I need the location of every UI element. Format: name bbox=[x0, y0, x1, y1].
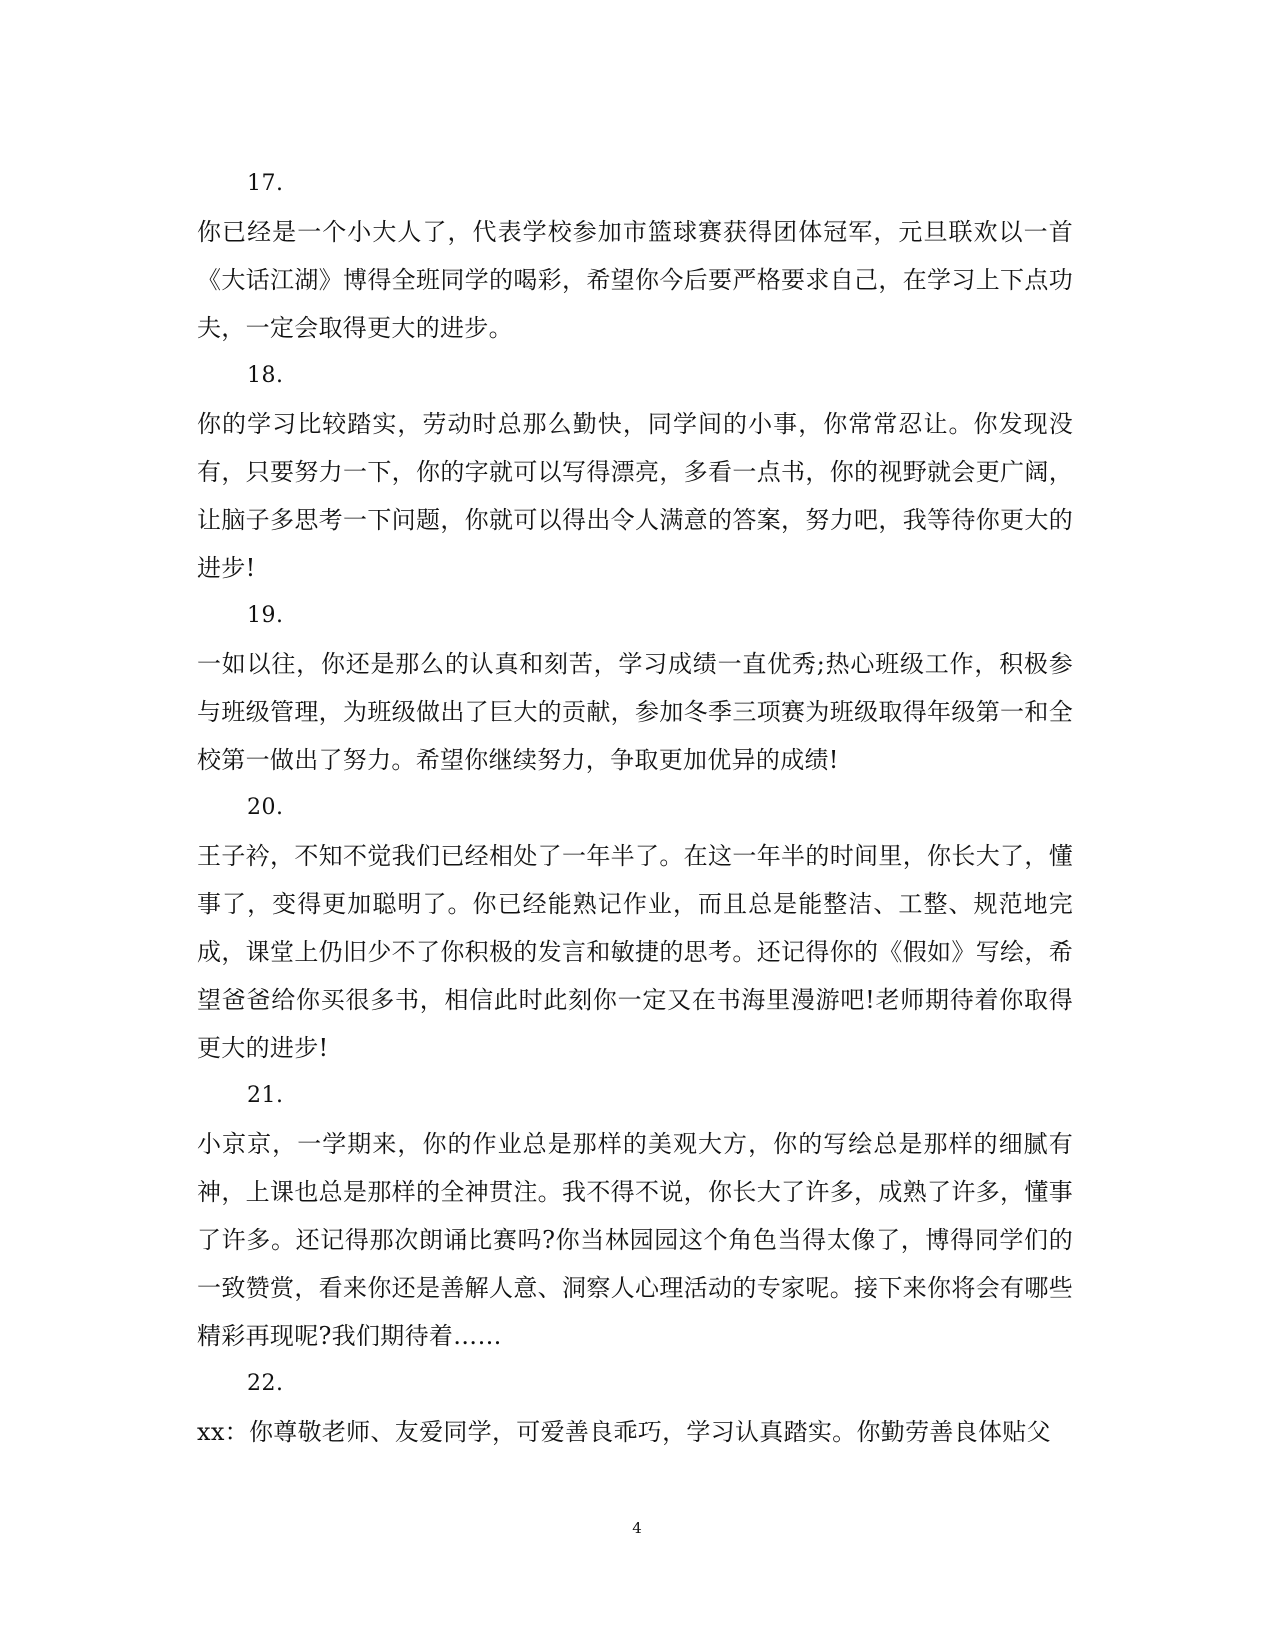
page-number: 4 bbox=[632, 1519, 642, 1537]
comment-entry-18 bbox=[197, 352, 1073, 592]
comment-entry-20 bbox=[197, 784, 1073, 1072]
entry-text: xx：你尊敬老师、友爱同学，可爱善良乖巧，学习认真踏实。你勤劳善良体贴父 bbox=[197, 1418, 1051, 1446]
entry-number: 20. bbox=[247, 795, 284, 820]
comment-entry-17 bbox=[197, 160, 1073, 352]
entry-text: 一如以往，你还是那么的认真和刻苦，学习成绩一直优秀;热心班级工作，积极参与班级管理，为班级做出了巨大的贡献，参加冬季三项赛为班级取得年级第一和全校第一做出了努力。希望你继续努力，争取更加优异的成绩! bbox=[197, 650, 1073, 774]
document-body bbox=[197, 160, 1073, 1456]
entry-text: 王子衿，不知不觉我们已经相处了一年半了。在这一年半的时间里，你长大了，懂事了，变得更加聪明了。你已经能熟记作业，而且总是能整洁、工整、规范地完成，课堂上仍旧少不了你积极的发言和敏捷的思考。还记得你的《假如》写绘，希望爸爸给你买很多书，相信此时此刻你一定又在书海里漫游吧!老师期待着你取得更大的进步! bbox=[197, 842, 1073, 1062]
entry-number: 17. bbox=[247, 171, 284, 196]
entry-number: 18. bbox=[247, 363, 284, 388]
entry-number: 19. bbox=[247, 603, 284, 628]
entry-number: 21. bbox=[247, 1083, 284, 1108]
entry-text: 小京京，一学期来，你的作业总是那样的美观大方，你的写绘总是那样的细腻有神，上课也总是那样的全神贯注。我不得不说，你长大了许多，成熟了许多，懂事了许多。还记得那次朗诵比赛吗?你当林园园这个角色当得太像了，博得同学们的一致赞赏，看来你还是善解人意、洞察人心理活动的专家呢。接下来你将会有哪些精彩再现呢?我们期待着…… bbox=[197, 1130, 1073, 1350]
entry-number: 22. bbox=[247, 1371, 284, 1396]
entry-text: 你已经是一个小大人了，代表学校参加市篮球赛获得团体冠军，元旦联欢以一首《大话江湖》博得全班同学的喝彩，希望你今后要严格要求自己，在学习上下点功夫，一定会取得更大的进步。 bbox=[197, 218, 1073, 342]
entry-text: 你的学习比较踏实，劳动时总那么勤快，同学间的小事，你常常忍让。你发现没有，只要努力一下，你的字就可以写得漂亮，多看一点书，你的视野就会更广阔，让脑子多思考一下问题，你就可以得出令人满意的答案，努力吧，我等待你更大的进步! bbox=[197, 410, 1073, 582]
comment-entry-21 bbox=[197, 1072, 1073, 1360]
comment-entry-19 bbox=[197, 592, 1073, 784]
comment-entry-22 bbox=[197, 1360, 1073, 1456]
